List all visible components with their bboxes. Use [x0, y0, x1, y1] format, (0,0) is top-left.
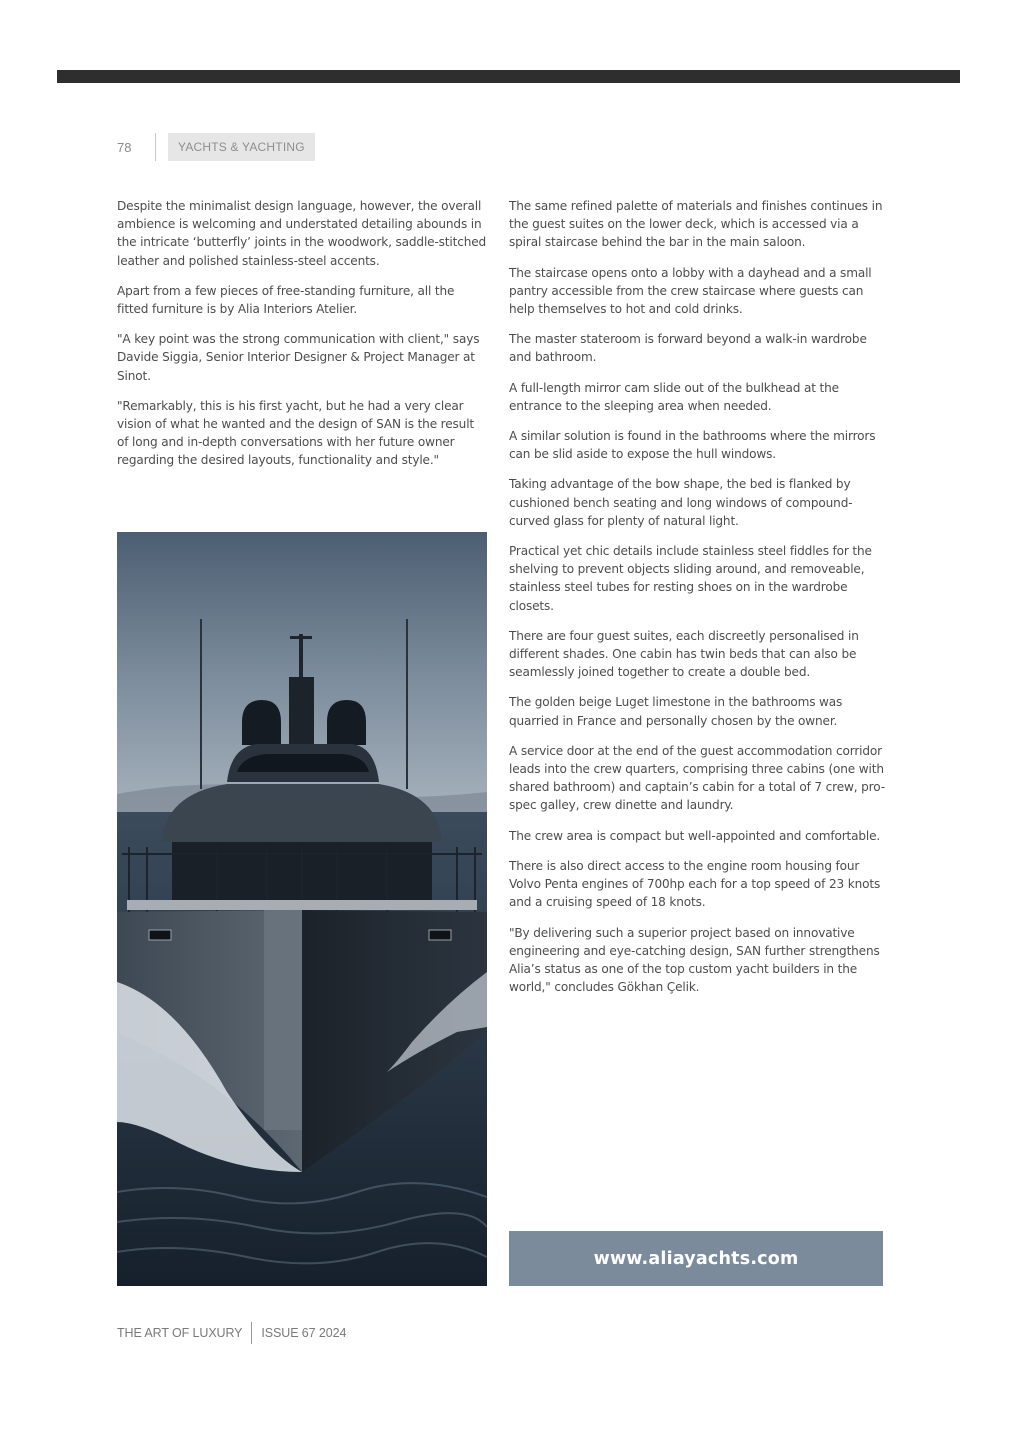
footer-divider	[251, 1322, 252, 1344]
paragraph: The golden beige Luget limestone in the bathrooms was quarried in France and personally chosen by the owner.	[509, 695, 843, 728]
top-rule-bar	[57, 70, 960, 83]
paragraph: "Remarkably, this is his first yacht, but he had a very clear vision of what he wanted and the design of SAN is the result of long and in-depth conversations with her future owner regarding the desired layouts, functionality and style."	[117, 398, 474, 468]
publication-name: THE ART OF LUXURY	[117, 1326, 243, 1340]
paragraph: A full-length mirror cam slide out of the bulkhead at the entrance to the sleeping area when needed.	[509, 380, 839, 413]
paragraph: The same refined palette of materials and finishes continues in the guest suites on the lower deck, which is accessed via a spiral staircase behind the bar in the main saloon.	[509, 199, 883, 250]
paragraph: "A key point was the strong communication with client," says Davide Siggia, Senior Interior Designer & Project Manager at Sinot.	[117, 332, 480, 383]
page-footer	[117, 1322, 346, 1344]
section-tag: YACHTS & YACHTING	[168, 133, 315, 161]
page-number: 78	[117, 139, 132, 155]
paragraph: Despite the minimalist design language, however, the overall ambience is welcoming and understated detailing abounds in the intricate ‘butterfly’ joints in the woodwork, saddle-stitched leather and polished stainless-steel accents.	[117, 199, 487, 268]
paragraph: A service door at the end of the guest accommodation corridor leads into the crew quarters, comprising three cabins (one with shared bathroom) and captain’s cabin for a total of 7 crew, pro-spec galley, crew dinette and laundry.	[509, 743, 885, 813]
issue-number: ISSUE 67 2024	[261, 1326, 347, 1340]
yacht-bow-photo	[117, 532, 487, 1286]
paragraph: Apart from a few pieces of free-standing furniture, all the fitted furniture is by Alia Interiors Atelier.	[117, 283, 455, 317]
article-left-column	[117, 197, 489, 482]
paragraph: Practical yet chic details include stainless steel fiddles for the shelving to prevent objects sliding around, and removeable, stainless steel tubes for resting shoes on in the wardrobe closets.	[509, 544, 872, 613]
paragraph: There is also direct access to the engine room housing four Volvo Penta engines of 700hp each for a top speed of 23 knots and a cruising speed of 18 knots.	[509, 858, 881, 910]
paragraph: "By delivering such a superior project based on innovative engineering and eye-catching design, SAN further strengthens Alia’s status as one of the top custom yacht builders in the world," concludes Gökhan Çelik.	[509, 925, 880, 995]
website-link[interactable]	[509, 1231, 883, 1286]
paragraph: The crew area is compact but well-appointed and comfortable.	[509, 828, 881, 843]
header-divider	[155, 133, 156, 161]
paragraph: The staircase opens onto a lobby with a dayhead and a small pantry accessible from the crew staircase where guests can help themselves to hot and cold drinks.	[509, 265, 872, 317]
paragraph: The master stateroom is forward beyond a walk-in wardrobe and bathroom.	[509, 332, 867, 365]
page-header	[117, 133, 315, 161]
paragraph: A similar solution is found in the bathrooms where the mirrors can be slid aside to expose the hull windows.	[509, 429, 876, 462]
article-right-column	[509, 197, 889, 1008]
paragraph: There are four guest suites, each discreetly personalised in different shades. One cabin has twin beds that can also be seamlessly joined together to create a double bed.	[509, 628, 859, 680]
paragraph: Taking advantage of the bow shape, the bed is flanked by cushioned bench seating and long windows of compound-curved glass for plenty of natural light.	[509, 477, 853, 528]
website-url: www.aliayachts.com	[593, 1248, 799, 1269]
